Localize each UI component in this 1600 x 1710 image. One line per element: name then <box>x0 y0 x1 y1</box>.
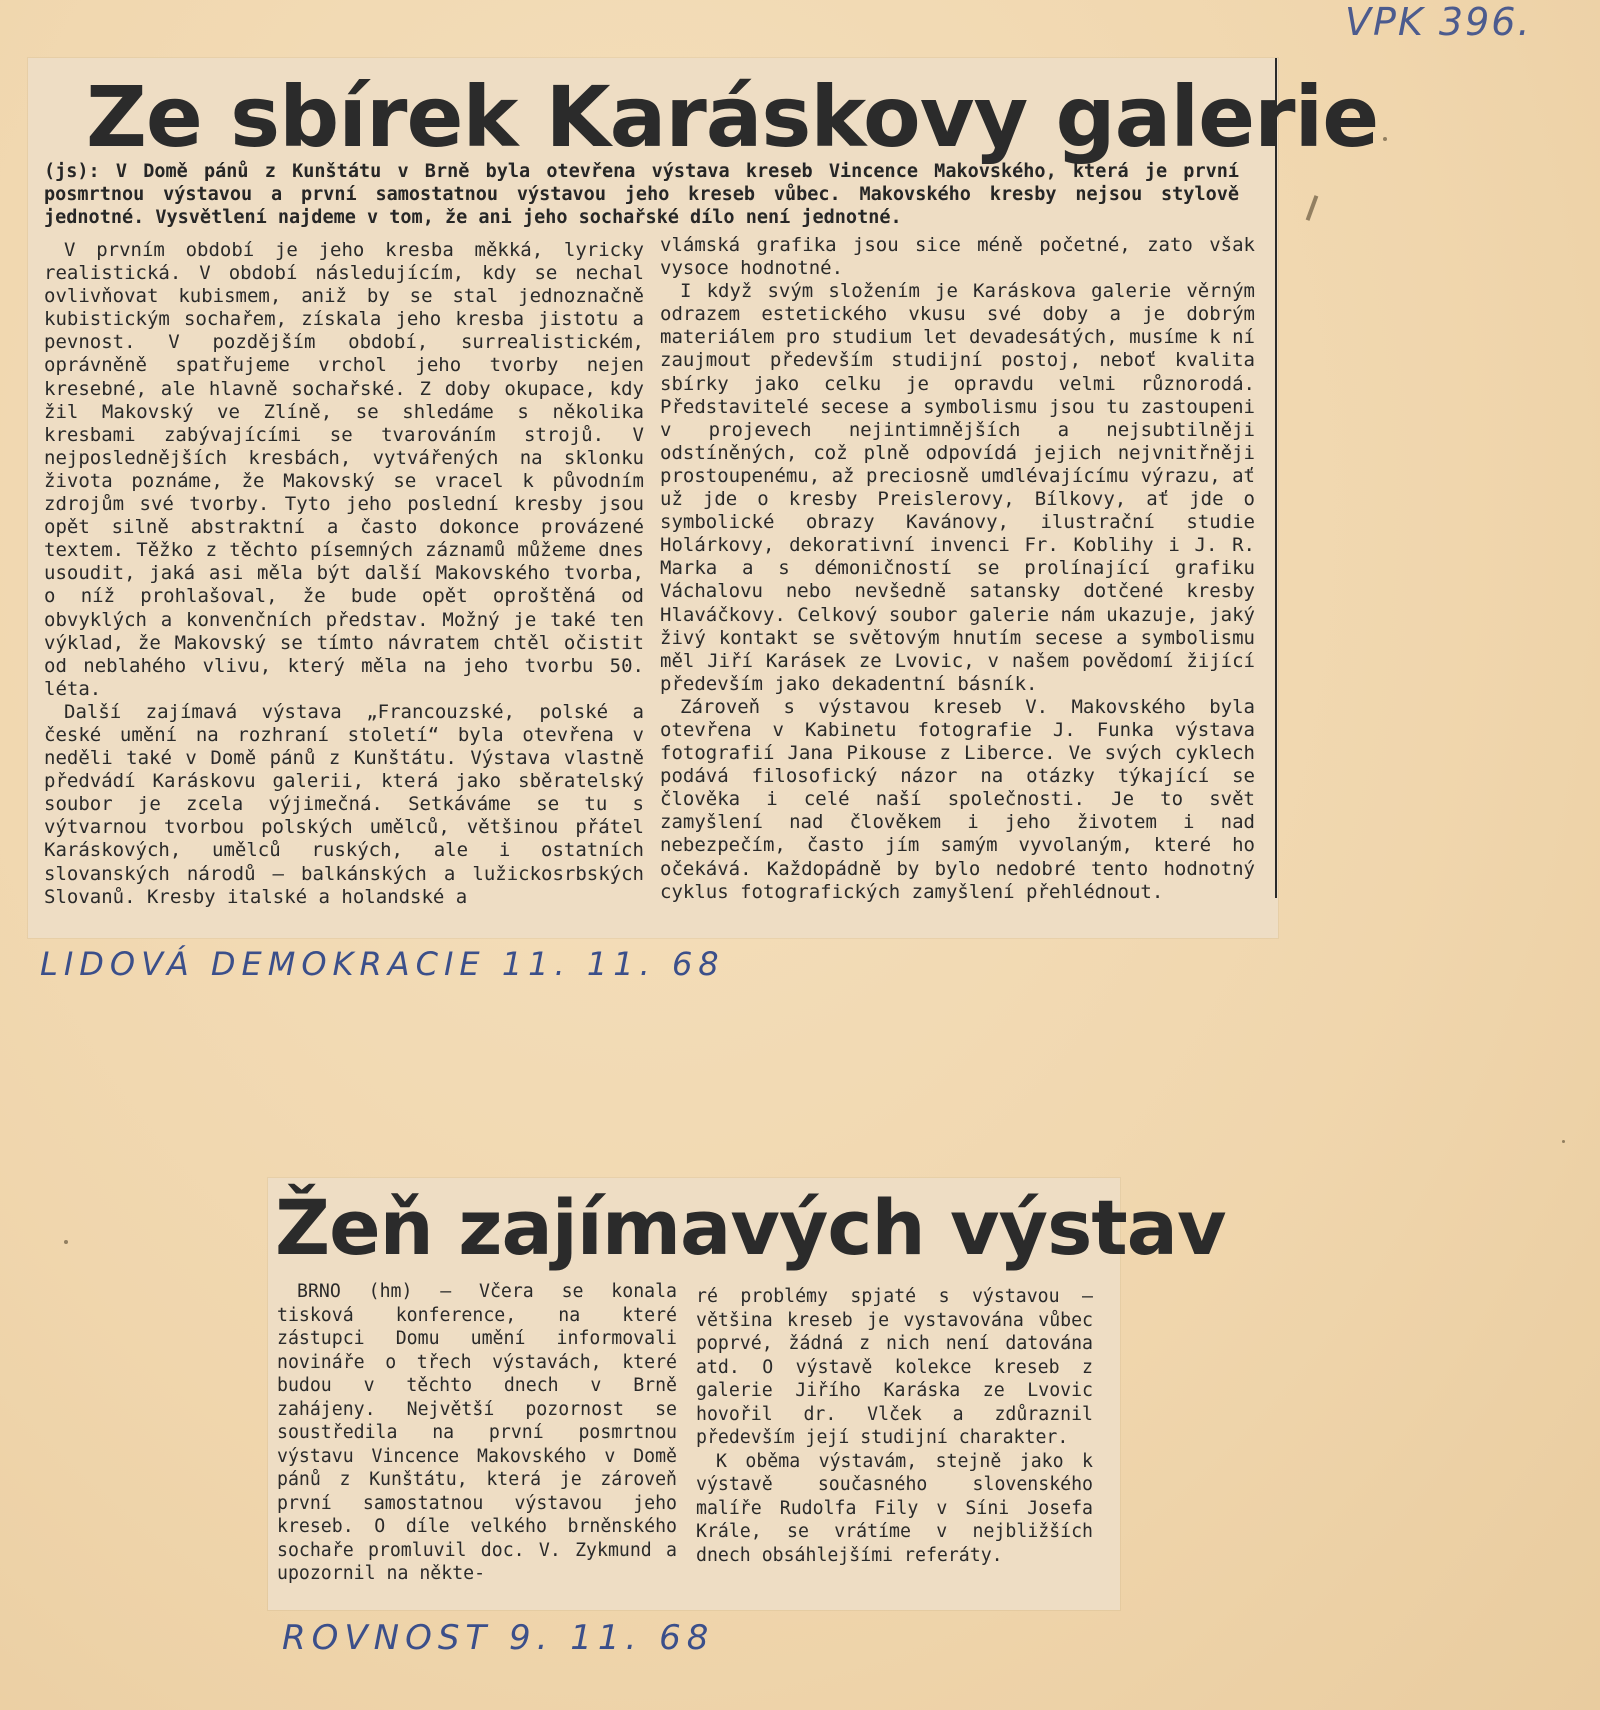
article-2-headline: Žeň zajímavých výstav <box>275 1183 1226 1272</box>
article-1-paragraph: I když svým složením je Karáskova galerie věrným odrazem estetického vkusu své doby a je dobrým materiálem pro studium let devadesátých, musíme k ní zaujmout především studijní postoj, neboť kvalita sbírky jako celku je opravdu velmi různorodá. Představitelé secese a symbolismu jsou tu zastoupeni v projevech nejintimnějších a nejsubtilněji odstíněných, což plně odpovídá jejich nejvnitřněji prostoupenému, až preciosně umdlévajícímu výrazu, ať už jde o kresby Preislerovy, Bílkovy, ať jde o symbolické obrazy Kavánovy, ilustrační studie Holárkovy, dekorativní invenci Fr. Koblihy i J. R. Marka a s démoničností se prolínající grafiku Váchalovu nebo nevšedně satansky dotčené kresby Hlaváčkovy. Celkový soubor galerie nám ukazuje, jaký živý kontakt se světovým hnutím secese a symbolismu měl Jiří Karásek ze Lvovic, v našem povědomí žijící především jako dekadentní básník. <box>660 280 1255 695</box>
article-1-lead: (js): V Domě pánů z Kunštátu v Brně byla otevřena výstava kreseb Vincence Makovského, která je první posmrtnou výstavou a první samostatnou výstavou jeho kreseb vůbec. Makovského kresby nejsou stylově jednotné. Vysvětlení najdeme v tom, že ani jeho sochařské dílo není jednotné. <box>44 161 1239 228</box>
article-1-paragraph: Zároveň s výstavou kreseb V. Makovského byla otevřena v Kabinetu fotografie J. Funka výstava fotografií Jana Pikouse z Liberce. Ve svých cyklech podává filosofický názor na otázky týkající se člověka i celé naší společnosti. Je to svět zamyšlení nad člověkem i jeho životem i nad nebezpečím, často jím samým vyvolaným, které ho očekává. Každopádně by bylo nedobré tento hodnotný cyklus fotografických zamyšlení přehlédnout. <box>660 695 1255 903</box>
article-2-column-left <box>277 1280 677 1586</box>
article-1-headline: Ze sbírek Karáskovy galerie <box>86 68 1379 166</box>
article-1-paragraph: vlámská grafika jsou sice méně početné, zato však vysoce hodnotné. <box>660 234 1255 280</box>
article-2-column-right <box>696 1285 1093 1567</box>
paper-speck <box>1562 1140 1565 1143</box>
clipping-column-rule <box>1275 58 1277 898</box>
paper-speck <box>64 1240 68 1244</box>
article-1-source-note: LIDOVÁ DEMOKRACIE 11. 11. 68 <box>40 945 725 983</box>
archive-number: VPK 396. <box>1345 0 1532 44</box>
article-2-paragraph: BRNO (hm) — Včera se konala tisková konference, na které zástupci Domu umění informovali novináře o třech výstavách, které budou v těchto dnech v Brně zahájeny. Největší pozornost se soustředila na první posmrtnou výstavu Vincence Makovského v Domě pánů z Kunštátu, která je zároveň první samostatnou výstavou jeho kreseb. O díle velkého brněnského sochaře promluvil doc. V. Zykmund a upozornil na někte- <box>277 1281 677 1584</box>
article-1-column-left <box>44 239 644 909</box>
article-1-paragraph: V prvním období je jeho kresba měkká, lyricky realistická. V období následujícím, kdy se nechal ovlivňovat kubismem, aniž by se stal jednoznačně kubistickým sochařem, získala jeho kresba jistotu a pevnost. V pozdějším období, surrealistickém, oprávněně spatřujeme vrchol jeho tvorby nejen kresebné, ale hlavně sochařské. Z doby okupace, kdy žil Makovský ve Zlíně, se shledáme s několika kresbami zabývajícími se tvarováním strojů. V nejposlednějších kresbách, vytvářených na sklonku života poznáme, že Makovský se vracel k původním zdrojům své tvorby. Tyto jeho poslední kresby jsou opět silně abstraktní a často dokonce provázené textem. Těžko z těchto písemných záznamů můžeme dnes usoudit, jaká asi měla být další Makovského tvorba, o níž prohlašoval, že bude opět oproštěná od obvyklých a konvenčních představ. Možný je také ten výklad, že Makovský se tímto návratem chtěl očistit od neblahého vlivu, který měla na jeho tvorbu 50. léta. <box>44 239 644 700</box>
article-2-paragraph: K oběma výstavám, stejně jako k výstavě současného slovenského malíře Rudolfa Fily v Síni Josefa Krále, se vrátíme v nejbližších dnech obsáhlejšími referáty. <box>696 1450 1093 1566</box>
paper-speck <box>1383 137 1387 141</box>
article-2-source-note: ROVNOST 9. 11. 68 <box>282 1618 715 1658</box>
article-1-paragraph: Další zajímavá výstava „Francouzské, polské a české umění na rozhraní století“ byla otevřena v neděli také v Domě pánů z Kunštátu. Výstava vlastně předvádí Karáskovu galerii, která jako sběratelský soubor je zcela výjimečná. Setkáváme se tu s výtvarnou tvorbou polských umělců, většinou přátel Karáskových, umělců ruských, ale i ostatních slovanských národů — balkánských a lužickosrbských Slovanů. Kresby italské a holandské a <box>44 700 644 908</box>
article-2-paragraph: ré problémy spjaté s výstavou — většina kreseb je vystavována vůbec poprvé, žádná z nich není datována atd. O výstavě kolekce kreseb z galerie Jiřího Karáska ze Lvovic hovořil dr. Vlček a zdůraznil především její studijní charakter. <box>696 1286 1093 1448</box>
article-1-column-right <box>660 234 1255 904</box>
